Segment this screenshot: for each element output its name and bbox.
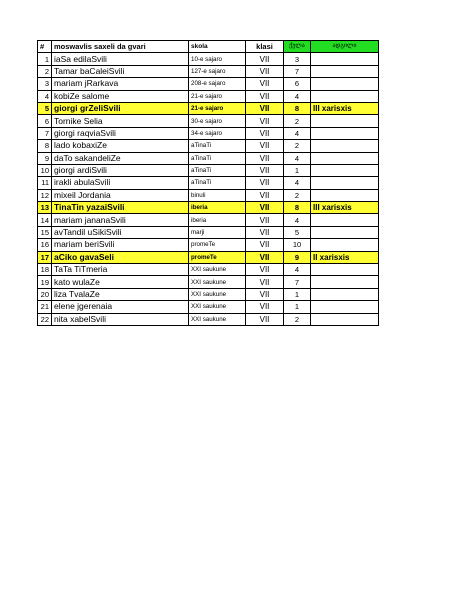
class-cell: VII — [246, 264, 284, 276]
student-name-cell: kobiZe salome — [52, 90, 189, 102]
student-name-cell: nita xabelSvili — [52, 313, 189, 325]
row-num-cell: 15 — [38, 226, 52, 238]
row-num-cell: 1 — [38, 53, 52, 65]
place-cell — [311, 164, 379, 176]
school-cell: 208-e sajaro — [189, 78, 246, 90]
school-cell: XXI saukune — [189, 313, 246, 325]
row-num-cell: 17 — [38, 251, 52, 263]
student-name-cell: kato wulaZe — [52, 276, 189, 288]
place-cell: III xarisxis — [311, 202, 379, 214]
class-cell: VII — [246, 152, 284, 164]
place-cell: III xarisxis — [311, 102, 379, 114]
results-table-body — [38, 41, 379, 326]
class-cell: VII — [246, 251, 284, 263]
table-row — [38, 202, 379, 214]
place-cell — [311, 65, 379, 77]
row-num-cell: 21 — [38, 301, 52, 313]
row-num-cell: 9 — [38, 152, 52, 164]
place-cell — [311, 78, 379, 90]
points-cell: 8 — [284, 202, 311, 214]
school-cell: aTinaTi — [189, 164, 246, 176]
place-cell — [311, 152, 379, 164]
points-cell: 4 — [284, 90, 311, 102]
student-name-cell: giorgi raqviaSvili — [52, 127, 189, 139]
school-cell: aTinaTi — [189, 152, 246, 164]
class-cell: VII — [246, 276, 284, 288]
row-num-cell: 20 — [38, 288, 52, 300]
place-cell — [311, 115, 379, 127]
row-num-cell: 22 — [38, 313, 52, 325]
class-cell: VII — [246, 140, 284, 152]
row-num-cell: 13 — [38, 202, 52, 214]
row-num-cell: 19 — [38, 276, 52, 288]
place-cell — [311, 90, 379, 102]
table-row — [38, 288, 379, 300]
school-cell: aTinaTi — [189, 177, 246, 189]
row-num-cell: 4 — [38, 90, 52, 102]
table-row — [38, 127, 379, 139]
school-cell: XXI saukune — [189, 276, 246, 288]
table-row — [38, 140, 379, 152]
student-name-cell: mariam jRarkava — [52, 78, 189, 90]
school-cell: XXI saukune — [189, 264, 246, 276]
place-cell — [311, 140, 379, 152]
place-cell — [311, 127, 379, 139]
points-cell: 1 — [284, 288, 311, 300]
class-cell: VII — [246, 115, 284, 127]
place-cell — [311, 313, 379, 325]
header-name: moswavlis saxeli da gvari — [52, 41, 189, 53]
student-name-cell: avTandil uSikiSvili — [52, 226, 189, 238]
class-cell: VII — [246, 226, 284, 238]
school-cell: promeTe — [189, 239, 246, 251]
place-cell — [311, 276, 379, 288]
place-cell — [311, 177, 379, 189]
row-num-cell: 18 — [38, 264, 52, 276]
points-cell: 4 — [284, 127, 311, 139]
school-cell: XXI saukune — [189, 301, 246, 313]
table-row — [38, 189, 379, 201]
row-num-cell: 14 — [38, 214, 52, 226]
points-cell: 5 — [284, 226, 311, 238]
points-cell: 1 — [284, 164, 311, 176]
points-cell: 1 — [284, 301, 311, 313]
student-name-cell: elene jgerenaia — [52, 301, 189, 313]
row-num-cell: 8 — [38, 140, 52, 152]
school-cell: aTinaTi — [189, 140, 246, 152]
points-cell: 7 — [284, 276, 311, 288]
student-name-cell: iaSa edilaSvili — [52, 53, 189, 65]
place-cell — [311, 189, 379, 201]
points-cell: 2 — [284, 313, 311, 325]
points-cell: 4 — [284, 264, 311, 276]
table-row — [38, 102, 379, 114]
class-cell: VII — [246, 214, 284, 226]
student-name-cell: aCiko gavaSeli — [52, 251, 189, 263]
place-cell — [311, 226, 379, 238]
header-class: klasi — [246, 41, 284, 53]
class-cell: VII — [246, 288, 284, 300]
points-cell: 4 — [284, 177, 311, 189]
table-row — [38, 226, 379, 238]
school-cell: iberia — [189, 214, 246, 226]
school-cell: promeTe — [189, 251, 246, 263]
place-cell — [311, 214, 379, 226]
student-name-cell: mariam beriSvili — [52, 239, 189, 251]
table-row — [38, 251, 379, 263]
table-row — [38, 152, 379, 164]
class-cell: VII — [246, 78, 284, 90]
class-cell: VII — [246, 127, 284, 139]
row-num-cell: 6 — [38, 115, 52, 127]
table-header-row — [38, 41, 379, 53]
place-cell — [311, 301, 379, 313]
results-table — [37, 40, 379, 326]
class-cell: VII — [246, 239, 284, 251]
class-cell: VII — [246, 313, 284, 325]
points-cell: 2 — [284, 115, 311, 127]
table-row — [38, 78, 379, 90]
school-cell: 21-e sajaro — [189, 102, 246, 114]
header-place: ადგილი — [311, 41, 379, 53]
table-row — [38, 276, 379, 288]
points-cell: 6 — [284, 78, 311, 90]
points-cell: 8 — [284, 102, 311, 114]
row-num-cell: 16 — [38, 239, 52, 251]
points-cell: 4 — [284, 214, 311, 226]
student-name-cell: TinaTin yazaiSvili — [52, 202, 189, 214]
header-num: # — [38, 41, 52, 53]
table-row — [38, 65, 379, 77]
school-cell: 30-e sajaro — [189, 115, 246, 127]
table-row — [38, 313, 379, 325]
class-cell: VII — [246, 90, 284, 102]
points-cell: 2 — [284, 140, 311, 152]
student-name-cell: daTo sakandeliZe — [52, 152, 189, 164]
student-name-cell: TaTa TiTmeria — [52, 264, 189, 276]
table-row — [38, 90, 379, 102]
student-name-cell: lado kobaxiZe — [52, 140, 189, 152]
school-cell: marji — [189, 226, 246, 238]
row-num-cell: 2 — [38, 65, 52, 77]
school-cell: 127-e sajaro — [189, 65, 246, 77]
points-cell: 9 — [284, 251, 311, 263]
student-name-cell: Tamar baCaleiSvili — [52, 65, 189, 77]
place-cell — [311, 53, 379, 65]
place-cell — [311, 288, 379, 300]
school-cell: 10-e sajaro — [189, 53, 246, 65]
table-row — [38, 177, 379, 189]
class-cell: VII — [246, 301, 284, 313]
school-cell: 34-e sajaro — [189, 127, 246, 139]
table-row — [38, 264, 379, 276]
place-cell — [311, 264, 379, 276]
header-points: ქულა — [284, 41, 311, 53]
points-cell: 7 — [284, 65, 311, 77]
student-name-cell: giorgi grZeliSvili — [52, 102, 189, 114]
points-cell: 2 — [284, 189, 311, 201]
table-row — [38, 115, 379, 127]
points-cell: 3 — [284, 53, 311, 65]
row-num-cell: 11 — [38, 177, 52, 189]
place-cell: II xarisxis — [311, 251, 379, 263]
student-name-cell: Tornike Selia — [52, 115, 189, 127]
school-cell: 21-e sajaro — [189, 90, 246, 102]
student-name-cell: mariam jananaSvili — [52, 214, 189, 226]
table-row — [38, 301, 379, 313]
school-cell: XXI saukune — [189, 288, 246, 300]
row-num-cell: 7 — [38, 127, 52, 139]
place-cell — [311, 239, 379, 251]
table-row — [38, 214, 379, 226]
class-cell: VII — [246, 164, 284, 176]
school-cell: iberia — [189, 202, 246, 214]
school-cell: binuli — [189, 189, 246, 201]
table-row — [38, 239, 379, 251]
row-num-cell: 12 — [38, 189, 52, 201]
class-cell: VII — [246, 53, 284, 65]
header-school: skola — [189, 41, 246, 53]
class-cell: VII — [246, 189, 284, 201]
points-cell: 4 — [284, 152, 311, 164]
row-num-cell: 3 — [38, 78, 52, 90]
table-row — [38, 164, 379, 176]
class-cell: VII — [246, 65, 284, 77]
student-name-cell: irakli abulaSvili — [52, 177, 189, 189]
student-name-cell: giorgi ardiSvili — [52, 164, 189, 176]
row-num-cell: 5 — [38, 102, 52, 114]
student-name-cell: mixeil Jordania — [52, 189, 189, 201]
points-cell: 10 — [284, 239, 311, 251]
class-cell: VII — [246, 202, 284, 214]
student-name-cell: liza TvalaZe — [52, 288, 189, 300]
row-num-cell: 10 — [38, 164, 52, 176]
class-cell: VII — [246, 177, 284, 189]
table-row — [38, 53, 379, 65]
class-cell: VII — [246, 102, 284, 114]
